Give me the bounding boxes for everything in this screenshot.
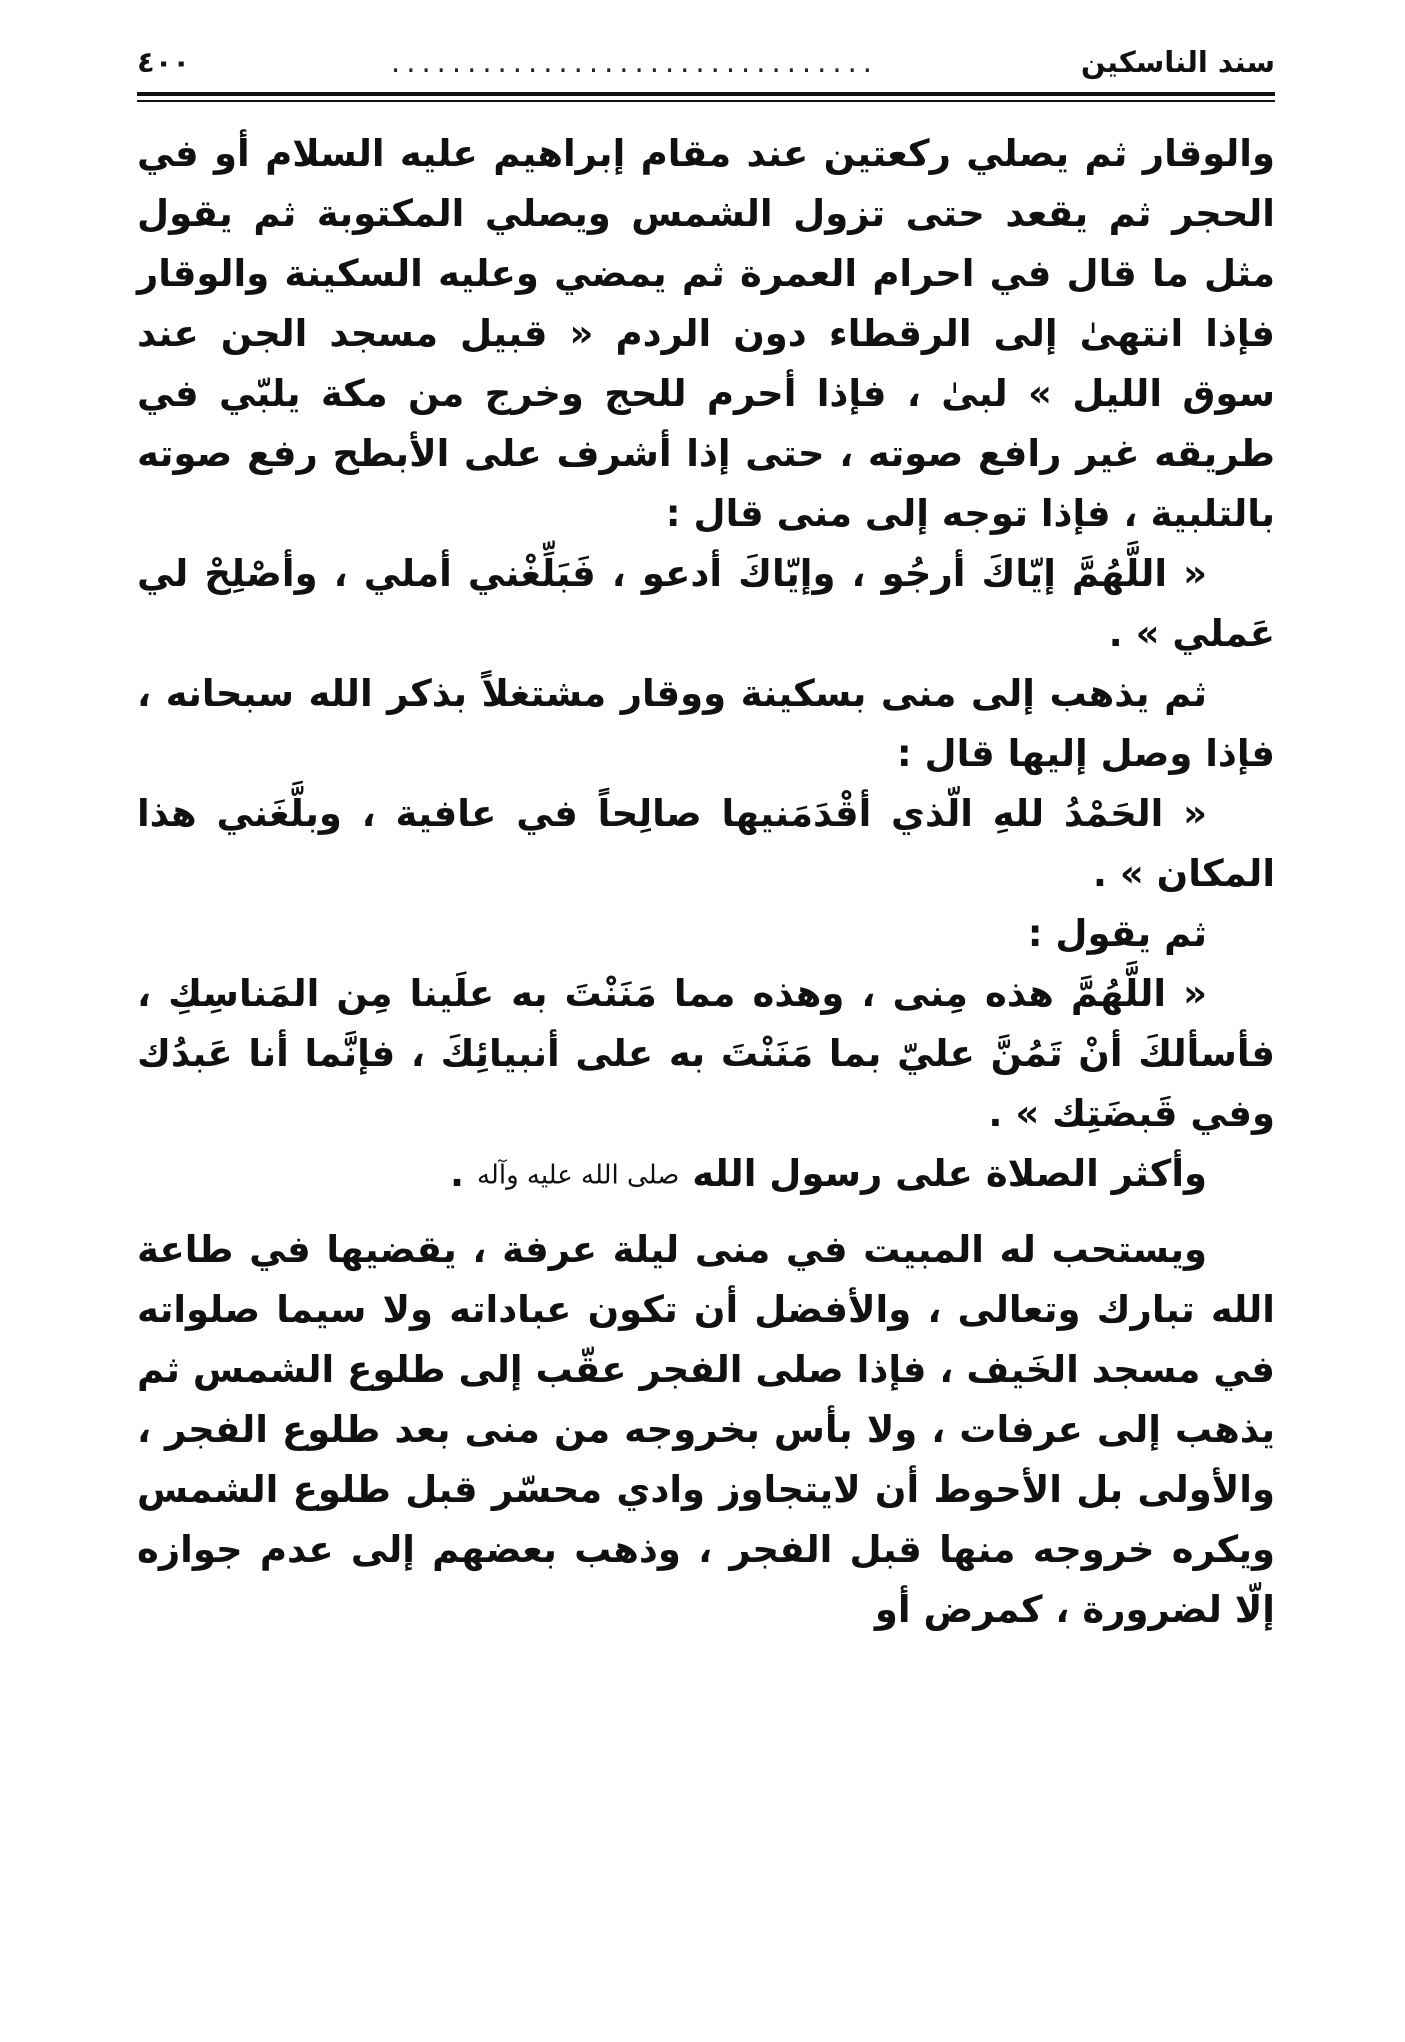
paragraph-salawat bbox=[137, 1144, 1275, 1206]
salawat-text: وأكثر الصلاة على رسول الله bbox=[692, 1152, 1207, 1195]
page-number: ٤٠٠ bbox=[137, 45, 191, 79]
paragraph-then-he-says: ثم يقول : bbox=[1027, 912, 1207, 955]
salawat-end: . bbox=[450, 1152, 477, 1195]
header-rule-thick bbox=[137, 92, 1275, 96]
supplication-arrival-at-mina: « الحَمْدُ للهِ الّذي أقْدَمَنيها صالِحاً في عافية ، وبلَّغَني هذا المكان » . bbox=[137, 792, 1275, 895]
paragraph-going-to-mina: ثم يذهب إلى منى بسكينة ووقار مشتغلاً بذكر الله سبحانه ، فإذا وصل إليها قال : bbox=[137, 672, 1275, 775]
supplication-departure-to-mina: « اللَّهُمَّ إيّاكَ أرجُو ، وإيّاكَ أدعو ، فَبَلِّغْني أملي ، وأصْلِحْ لي عَملي » . bbox=[137, 552, 1275, 655]
paragraph-tawaf-to-mina: والوقار ثم يصلي ركعتين عند مقام إبراهيم عليه السلام أو في الحجر ثم يقعد حتى تزول الشمس ويصلي المكتوبة ثم يقول مثل ما قال في احرام العمرة ثم يمضي وعليه السكينة والوقار فإذا انتهىٰ إلى الرقطاء دون الردم « قبيل مسجد الجن عند سوق الليل » لبىٰ ، فإذا أحرم للحج وخرج من مكة يلبّي في طريقه غير رافع صوته ، حتى إذا أشرف على الأبطح رفع صوته بالتلبية ، فإذا توجه إلى منى قال : bbox=[137, 132, 1275, 535]
paragraph-night-at-mina: ويستحب له المبيت في منى ليلة عرفة ، يقضيها في طاعة الله تبارك وتعالى ، والأفضل أن تكون عباداته ولا سيما صلواته في مسجد الخَيف ، فإذا صلى الفجر عقّب إلى طلوع الشمس ثم يذهب إلى عرفات ، ولا بأس بخروجه من منى بعد طلوع الفجر ، والأولى بل الأحوط أن لايتجاوز وادي محسّر قبل طلوع الشمس ويكره خروجه منها قبل الفجر ، وذهب بعضهم إلى عدم جوازه إلّا لضرورة ، كمرض أو bbox=[137, 1227, 1275, 1631]
honorific-symbol: صلى الله عليه وآله bbox=[476, 1160, 680, 1191]
running-head bbox=[137, 40, 1275, 84]
body-text bbox=[137, 124, 1275, 1640]
header-rule-thin bbox=[137, 100, 1275, 102]
running-head-leader-dots: ................................ bbox=[391, 45, 878, 79]
running-head-title: سند الناسكين bbox=[1080, 45, 1275, 79]
supplication-this-is-mina: « اللَّهُمَّ هذه مِنى ، وهذه مما مَنَنْتَ به علَينا مِن المَناسِكِ ، فأسألكَ أنْ تَمُنَّ عليّ بما مَنَنْتَ به على أنبيائِكَ ، فإنَّما أنا عَبدُك وفي قَبضَتِك » . bbox=[137, 972, 1275, 1135]
